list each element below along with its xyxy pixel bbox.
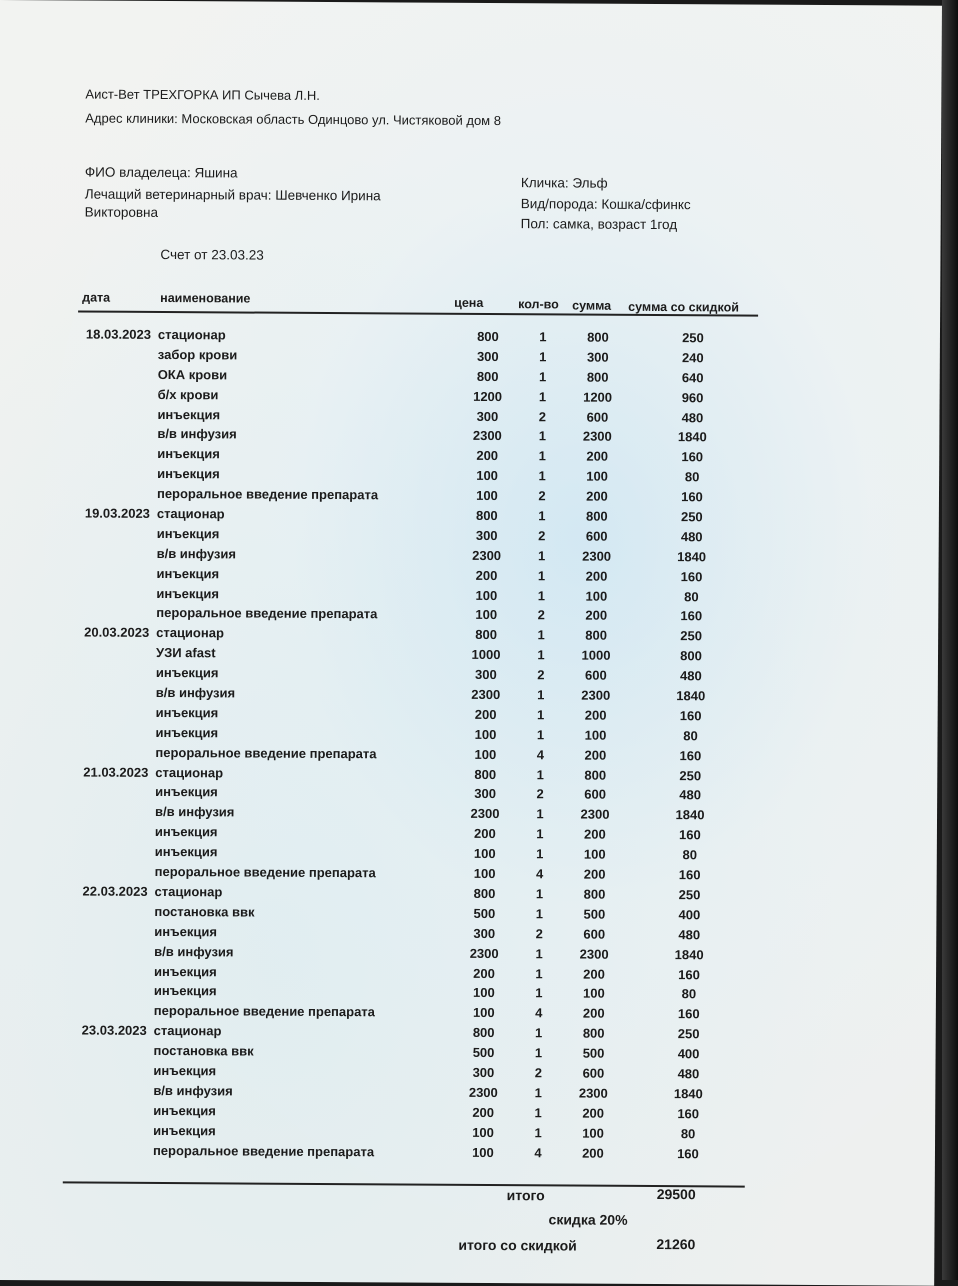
row-qty: 1 [535, 945, 543, 961]
row-sum: 500 [582, 1045, 605, 1061]
owner-name: ФИО владелеца: Яшина [84, 164, 238, 181]
row-name: пероральное введение препарата [155, 744, 377, 762]
row-qty: 4 [536, 746, 545, 763]
row-date: 18.03.2023 [85, 326, 152, 342]
row-qty: 1 [536, 707, 545, 723]
row-discount-sum: 400 [677, 1046, 700, 1062]
row-name: инъекция [156, 525, 220, 542]
row-sum: 800 [587, 329, 609, 345]
row-sum: 300 [586, 349, 609, 365]
row-sum: 600 [585, 528, 608, 544]
row-name: пероральное введение препарата [153, 1003, 375, 1020]
doctor-name-line1: Лечащий ветеринарный врач: Шевченко Ирина [84, 186, 381, 204]
row-discount-sum: 160 [680, 608, 703, 624]
row-qty: 1 [535, 886, 544, 902]
row-date: 21.03.2023 [83, 764, 149, 780]
row-name: в/в инфузия [154, 804, 235, 820]
row-price: 2300 [469, 945, 499, 961]
totals-divider [63, 1181, 745, 1187]
row-discount-sum: 80 [680, 1125, 696, 1141]
row-discount-sum: 160 [677, 1145, 699, 1161]
row-price: 800 [472, 1025, 495, 1041]
row-discount-sum: 80 [681, 986, 697, 1002]
row-qty: 4 [535, 1005, 543, 1021]
pet-name: Кличка: Эльф [520, 175, 608, 191]
row-name: забор крови [157, 346, 238, 363]
row-price: 100 [475, 607, 498, 623]
row-discount-sum: 480 [679, 787, 702, 803]
row-discount-sum: 80 [683, 728, 698, 744]
row-name: инъекция [157, 466, 220, 482]
row-sum: 100 [582, 1125, 604, 1141]
row-qty: 1 [539, 349, 547, 365]
pet-sex-age: Пол: самка, возраст 1год [520, 216, 678, 233]
row-qty: 2 [538, 488, 546, 504]
row-discount-sum: 1840 [677, 548, 707, 565]
row-price: 300 [474, 786, 497, 802]
row-discount-sum: 160 [678, 867, 701, 883]
discounted-total-value: 21260 [656, 1236, 696, 1253]
row-price: 2300 [472, 547, 502, 563]
row-sum: 200 [584, 747, 607, 763]
row-sum: 200 [586, 488, 608, 504]
screen-edge [942, 0, 958, 1280]
row-sum: 200 [582, 1105, 605, 1121]
row-price: 200 [474, 706, 497, 722]
row-name: инъекция [153, 1062, 217, 1079]
row-qty: 2 [537, 607, 545, 623]
row-sum: 200 [582, 1005, 605, 1021]
row-price: 100 [473, 846, 496, 862]
row-sum: 2300 [579, 946, 609, 962]
row-qty: 1 [538, 468, 546, 484]
pet-breed: Вид/порода: Кошка/сфинкс [520, 196, 691, 213]
row-price: 200 [476, 448, 499, 464]
row-qty: 4 [534, 1144, 542, 1160]
row-price: 800 [473, 885, 496, 901]
row-name: в/в инфузия [155, 684, 236, 701]
row-price: 800 [476, 368, 499, 384]
row-discount-sum: 240 [681, 350, 704, 366]
row-discount-sum: 800 [680, 648, 702, 664]
row-discount-sum: 1840 [675, 807, 705, 823]
row-name: инъекция [155, 704, 219, 721]
row-discount-sum: 1840 [677, 429, 707, 445]
col-price: цена [454, 295, 484, 310]
row-discount-sum: 80 [684, 588, 699, 604]
row-price: 500 [472, 1044, 495, 1061]
row-price: 2300 [472, 428, 502, 444]
row-price: 100 [474, 746, 497, 762]
row-name: инъекция [157, 446, 220, 462]
row-price: 200 [475, 567, 498, 583]
row-name: инъекция [153, 983, 217, 999]
row-qty: 1 [539, 369, 547, 385]
row-qty: 1 [536, 727, 545, 743]
row-qty: 1 [538, 388, 547, 405]
row-name: инъекция [153, 1122, 216, 1138]
col-sum: сумма [572, 298, 612, 313]
row-sum: 200 [585, 608, 608, 624]
row-sum: 100 [586, 468, 608, 484]
row-discount-sum: 640 [681, 369, 704, 386]
row-price: 800 [475, 627, 498, 643]
row-sum: 600 [584, 787, 607, 803]
row-name: инъекция [154, 844, 218, 860]
row-discount-sum: 250 [679, 767, 702, 783]
row-sum: 2300 [581, 687, 611, 703]
row-qty: 1 [539, 329, 547, 345]
row-sum: 1200 [583, 389, 613, 405]
invoice-title: Счет от 23.03.23 [160, 246, 264, 263]
row-name: пероральное введение препарата [156, 605, 378, 622]
row-price: 800 [475, 507, 498, 524]
row-name: ОКА крови [157, 366, 228, 383]
row-discount-sum: 480 [680, 529, 703, 545]
row-qty: 1 [535, 985, 543, 1001]
col-name: наименование [160, 290, 251, 306]
row-price: 2300 [470, 806, 500, 822]
row-qty: 1 [537, 548, 546, 564]
row-price: 1000 [471, 647, 501, 663]
row-price: 100 [476, 468, 498, 484]
row-sum: 100 [583, 985, 605, 1002]
row-sum: 200 [586, 448, 609, 465]
discount-label: скидка 20% [548, 1211, 628, 1228]
row-sum: 800 [585, 627, 608, 644]
row-qty: 2 [536, 786, 544, 802]
row-qty: 1 [537, 587, 546, 603]
row-price: 100 [472, 1144, 494, 1160]
row-name: стационар [156, 505, 225, 522]
row-price: 100 [473, 865, 496, 882]
row-discount-sum: 250 [677, 1026, 700, 1042]
row-sum: 200 [584, 826, 606, 842]
row-price: 300 [472, 1064, 495, 1080]
row-qty: 1 [535, 906, 544, 922]
row-price: 200 [474, 826, 496, 842]
row-sum: 2300 [582, 429, 612, 445]
row-price: 300 [476, 408, 499, 424]
total-value: 29500 [656, 1186, 696, 1203]
row-qty: 1 [537, 627, 545, 643]
row-price: 800 [474, 766, 497, 782]
row-qty: 2 [537, 667, 545, 683]
row-qty: 2 [535, 926, 543, 942]
row-qty: 4 [536, 866, 544, 882]
col-date: дата [82, 290, 111, 305]
row-discount-sum: 80 [682, 847, 698, 863]
row-sum: 600 [586, 409, 609, 425]
row-name: постановка ввк [154, 903, 255, 920]
row-qty: 2 [534, 1065, 543, 1081]
row-discount-sum: 250 [680, 628, 703, 644]
col-discount-sum: сумма со скидкой [628, 299, 739, 315]
row-sum: 800 [585, 508, 608, 524]
row-sum: 100 [583, 846, 606, 862]
row-name: стационар [154, 883, 223, 900]
row-sum: 200 [582, 1145, 604, 1161]
row-date: 23.03.2023 [81, 1022, 147, 1039]
row-name: УЗИ afast [155, 645, 216, 661]
table-header [78, 288, 758, 316]
clinic-address: Адрес клиники: Московская область Одинцово ул. Чистяковой дом 8 [85, 110, 502, 129]
row-date: 20.03.2023 [84, 624, 150, 641]
row-qty: 1 [538, 508, 546, 524]
invoice-rows [73, 326, 778, 1166]
row-sum: 200 [584, 707, 607, 723]
row-date: 22.03.2023 [82, 883, 148, 899]
row-price: 2300 [471, 686, 501, 703]
row-name: инъекция [154, 963, 217, 979]
row-price: 100 [472, 1005, 495, 1021]
row-sum: 800 [582, 1025, 605, 1041]
row-price: 800 [477, 328, 499, 345]
row-price: 2300 [468, 1084, 498, 1100]
row-sum: 200 [583, 966, 605, 982]
row-sum: 2300 [582, 548, 612, 564]
row-name: инъекция [157, 406, 221, 422]
row-name: стационар [153, 1023, 222, 1039]
row-discount-sum: 250 [682, 330, 704, 346]
row-qty: 1 [536, 846, 544, 862]
row-name: в/в инфузия [153, 1082, 233, 1099]
row-price: 500 [473, 905, 496, 921]
row-price: 300 [475, 527, 498, 543]
row-qty: 1 [536, 826, 544, 842]
row-price: 100 [474, 726, 497, 742]
row-discount-sum: 480 [681, 409, 704, 425]
row-name: б/х крови [157, 386, 219, 403]
clinic-name: Аист-Вет ТРЕХГОРКА ИП Сычева Л.Н. [85, 86, 320, 103]
row-qty: 1 [534, 1045, 543, 1061]
row-name: инъекция [155, 724, 219, 741]
row-qty: 1 [536, 806, 544, 822]
row-sum: 500 [583, 906, 606, 922]
discounted-total-label: итого со скидкой [458, 1236, 577, 1254]
row-qty: 1 [537, 567, 546, 584]
row-qty: 1 [534, 1124, 542, 1140]
row-sum: 100 [585, 588, 608, 604]
row-name: постановка ввк [153, 1043, 254, 1059]
row-price: 100 [473, 985, 495, 1001]
doctor-name-line2: Викторовна [84, 204, 159, 220]
row-discount-sum: 1840 [674, 946, 704, 962]
row-discount-sum: 160 [681, 449, 704, 465]
table-row [73, 1142, 773, 1166]
row-name: инъекция [156, 565, 220, 582]
total-label: итого [506, 1187, 545, 1204]
row-name: в/в инфузия [157, 426, 237, 442]
row-sum: 200 [585, 568, 608, 584]
row-sum: 100 [584, 727, 607, 743]
row-price: 300 [476, 348, 499, 364]
row-qty: 1 [534, 1105, 542, 1121]
row-name: инъекция [155, 784, 218, 800]
row-discount-sum: 160 [679, 827, 701, 843]
row-name: стационар [157, 326, 226, 343]
row-discount-sum: 160 [677, 1105, 700, 1122]
row-name: инъекция [156, 585, 220, 601]
row-qty: 1 [535, 1025, 543, 1041]
row-name: инъекция [154, 923, 217, 940]
row-qty: 1 [538, 428, 547, 444]
row-qty: 2 [538, 528, 546, 544]
row-price: 200 [472, 1104, 495, 1120]
row-sum: 600 [583, 926, 606, 942]
row-sum: 800 [584, 767, 607, 783]
row-discount-sum: 160 [679, 747, 702, 764]
row-qty: 1 [538, 448, 546, 464]
row-sum: 200 [583, 866, 606, 882]
row-sum: 600 [582, 1065, 605, 1081]
row-name: стационар [156, 625, 224, 641]
row-qty: 1 [537, 647, 545, 663]
col-qty: кол-во [518, 297, 559, 312]
row-discount-sum: 250 [678, 887, 701, 903]
row-sum: 800 [586, 369, 609, 385]
row-qty: 1 [535, 965, 543, 981]
row-price: 100 [475, 587, 498, 603]
row-name: в/в инфузия [154, 943, 234, 960]
row-qty: 1 [537, 687, 545, 703]
row-discount-sum: 1840 [676, 688, 706, 704]
row-price: 1200 [473, 388, 503, 404]
row-discount-sum: 480 [679, 668, 702, 684]
row-discount-sum: 1840 [673, 1085, 703, 1102]
row-qty: 2 [538, 408, 547, 424]
row-sum: 2300 [578, 1085, 608, 1101]
row-qty: 1 [534, 1085, 542, 1101]
row-discount-sum: 250 [680, 509, 703, 525]
row-name: в/в инфузия [156, 545, 237, 562]
row-discount-sum: 400 [678, 906, 701, 923]
row-sum: 800 [583, 886, 606, 902]
row-name: инъекция [155, 665, 219, 681]
row-price: 300 [473, 925, 496, 941]
row-discount-sum: 160 [677, 1006, 700, 1022]
row-discount-sum: 160 [681, 489, 703, 505]
row-price: 100 [472, 1124, 494, 1140]
row-discount-sum: 160 [679, 708, 702, 724]
row-price: 200 [473, 965, 495, 981]
row-price: 100 [476, 488, 498, 504]
row-date: 19.03.2023 [84, 505, 150, 521]
row-name: пероральное введение препарата [156, 486, 379, 503]
row-name: стационар [155, 764, 224, 780]
row-price: 300 [474, 667, 497, 683]
row-discount-sum: 480 [678, 926, 701, 943]
row-qty: 1 [536, 766, 544, 782]
row-name: инъекция [154, 824, 218, 840]
row-discount-sum: 480 [677, 1066, 700, 1082]
row-discount-sum: 160 [678, 966, 700, 982]
row-sum: 2300 [580, 806, 610, 823]
row-discount-sum: 160 [680, 568, 703, 584]
row-discount-sum: 80 [684, 469, 700, 485]
row-name: пероральное введение препарата [154, 864, 376, 881]
row-sum: 1000 [581, 647, 611, 663]
row-name: пероральное введение препарата [152, 1142, 375, 1159]
row-name: инъекция [153, 1102, 216, 1119]
row-discount-sum: 960 [681, 389, 704, 405]
row-sum: 600 [584, 667, 607, 683]
